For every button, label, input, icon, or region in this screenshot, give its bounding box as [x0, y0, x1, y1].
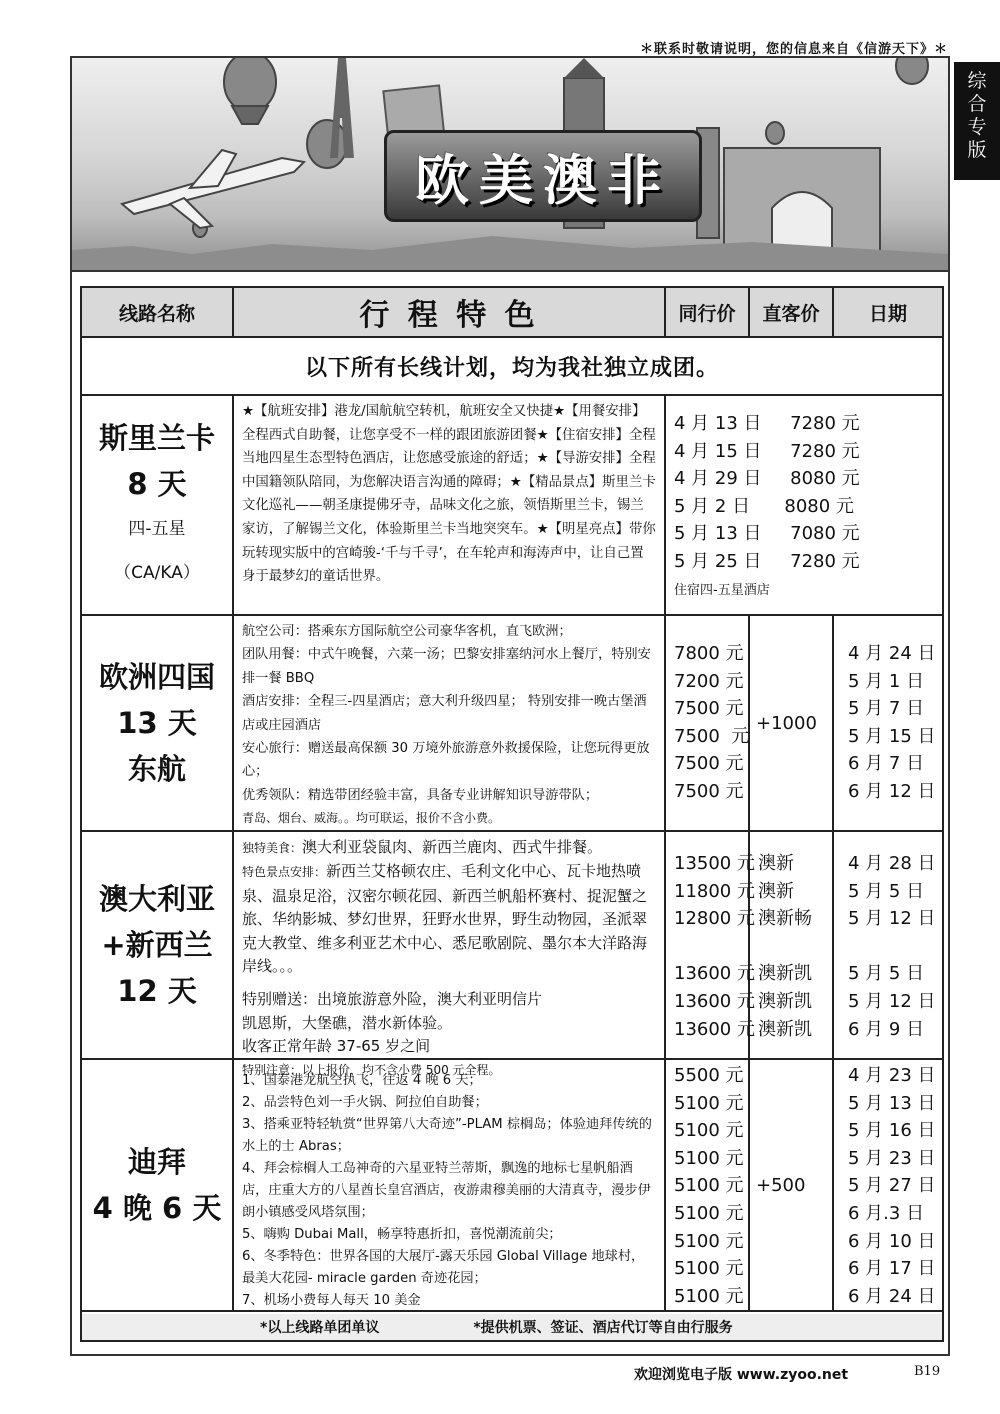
- date-list: [834, 616, 942, 806]
- schedule-item: 5 月 2 日 8080 元: [674, 495, 854, 517]
- description-line: 凯恩斯，大堡礁，潜水新体验。: [242, 1013, 453, 1032]
- description-lead: 独特美食：: [242, 841, 303, 855]
- description-line: 收客正常年龄 37-65 岁之间: [242, 1037, 431, 1056]
- description-line: [242, 836, 656, 860]
- peer-price-list: [666, 616, 748, 806]
- peer-price: 5100 元: [674, 1230, 744, 1252]
- departure-date: 6 月 12 日: [848, 780, 936, 802]
- peer-price: 5100 元: [674, 1285, 744, 1307]
- direct-price: 澳新凯: [758, 963, 812, 985]
- peer-price: 7200 元: [674, 670, 744, 692]
- route-airline: （CA/KA）: [114, 563, 200, 583]
- website-link[interactable]: 欢迎浏览电子版 www.zyoo.net: [634, 1367, 849, 1383]
- direct-price: 澳新: [758, 853, 794, 874]
- route-row-europe: [82, 616, 942, 832]
- route-duration: 13 天: [117, 706, 197, 740]
- peer-price: 5100 元: [674, 1175, 744, 1197]
- route-description: ★【航班安排】港龙/国航航空转机，航班安全又快捷★【用餐安排】全程西式自助餐，让您享受不一样的跟团旅游团餐★【住宿安排】全程当地四星生态型特色酒店，让您感受旅途的舒适；★【导游安排】全程中国籍领队陪同，为您解决语言沟通的障碍；★【精品景点】斯里兰卡文化巡礼——朝圣康提佛牙寺，品味文化之旅，领悟斯里兰卡，锡兰家访，了解锡兰文化，体验斯里兰卡当地突突车。★【明星亮点】带你玩转现实版中的宫崎骏-‘千与千寻’，在车轮声和海涛声中，让自己置身于最梦幻的童话世界。: [234, 396, 666, 614]
- direct-price: +500: [756, 1174, 806, 1196]
- independent-tour-notice: 以下所有长线计划，均为我社独立成团。: [82, 338, 942, 396]
- direct-price: [758, 933, 832, 961]
- section-tab-char: 综: [967, 70, 987, 92]
- banner-title-box: [384, 130, 702, 222]
- header-feature: 行 程 特 色: [234, 288, 666, 336]
- description-line: [242, 860, 656, 978]
- direct-price: 澳新凯: [758, 990, 812, 1012]
- departure-date: 4 月 23 日: [848, 1065, 936, 1086]
- date-list: [834, 1060, 942, 1310]
- peer-price: 7500 元: [674, 725, 750, 747]
- schedule-list: [666, 396, 942, 606]
- departure-date: 6 月 7 日: [848, 753, 925, 775]
- peer-price-cell: [666, 832, 755, 1058]
- peer-price: 12800 元: [674, 908, 755, 930]
- itinerary-table: [80, 286, 944, 1342]
- peer-price-list: [666, 832, 755, 1043]
- description-line: 3、搭乘亚特轻轨赏“世界第八大奇迹”-PLAM 棕榈岛；体验迪拜传统的水上的士 Abras；: [242, 1117, 652, 1154]
- peer-price: 13600 元: [674, 1018, 755, 1040]
- description-line: 特别赠送：出境旅游意外险，澳大利亚明信片: [242, 990, 543, 1009]
- footer-services-note: *提供机票、签证、酒店代订等自由行服务: [473, 1320, 733, 1336]
- route-duration: 12 天: [117, 974, 197, 1008]
- header-direct-price: 直客价: [750, 288, 834, 336]
- departure-date: [848, 933, 942, 961]
- direct-price: 澳新: [758, 880, 794, 902]
- schedule-item: 4 月 15 日 7280 元: [674, 440, 860, 462]
- table-header: [82, 288, 942, 338]
- route-row-dubai: [82, 1060, 942, 1312]
- departure-date: 5 月 5 日: [848, 963, 925, 985]
- route-description: [234, 616, 666, 830]
- description-line: 7、机场小费每人每天 10 美金: [242, 1293, 421, 1308]
- date-cell: [834, 616, 942, 830]
- description-line: 航空公司：搭乘东方国际航空公司豪华客机，直飞欧洲；: [242, 624, 572, 639]
- route-airline: 东航: [127, 752, 186, 786]
- hotel-note: 住宿四-五星酒店: [674, 582, 770, 598]
- peer-price: 5100 元: [674, 1120, 744, 1142]
- peer-price: 7800 元: [674, 643, 744, 664]
- description-line: 特别注意：以上报价，均不含小费 500 元全程。: [242, 1062, 501, 1077]
- peer-price-list: [666, 1060, 748, 1310]
- description-text: 澳大利亚袋鼠肉、新西兰鹿肉、西式牛排餐。: [302, 838, 603, 856]
- route-duration: 8 天: [127, 467, 187, 501]
- section-tab-char: 专: [967, 116, 987, 138]
- banner-title: 欧美澳非: [415, 148, 671, 212]
- header-route-name: 线路名称: [82, 288, 234, 336]
- schedule-item: 5 月 25 日 7280 元: [674, 550, 860, 572]
- description-line: 团队用餐：中式午晚餐，六菜一汤；巴黎安排塞纳河水上餐厅，特别安排一餐 BBQ: [242, 647, 651, 686]
- peer-price: 7500 元: [674, 753, 744, 775]
- peer-price: [674, 933, 748, 961]
- departure-date: 6 月 10 日: [848, 1230, 936, 1252]
- direct-price-cell: [750, 616, 834, 830]
- route-duration: 4 晚 6 天: [92, 1191, 222, 1225]
- departure-date: 5 月 13 日: [848, 1092, 936, 1114]
- peer-price: 5100 元: [674, 1092, 744, 1114]
- peer-price-cell: [666, 616, 750, 830]
- direct-price: 澳新畅: [758, 908, 812, 930]
- departure-date: 5 月 27 日: [848, 1175, 936, 1197]
- section-tab-char: 合: [967, 93, 987, 115]
- description-lead: 特色景点安排：: [242, 865, 327, 880]
- route-name: 斯里兰卡: [98, 421, 215, 455]
- peer-price: 5100 元: [674, 1147, 744, 1169]
- departure-date: 5 月 15 日: [848, 725, 936, 747]
- route-name: 迪拜: [127, 1145, 186, 1179]
- section-tab-char: 版: [967, 139, 987, 161]
- route-name: 欧洲四国: [98, 660, 215, 694]
- peer-price: 13600 元: [674, 990, 755, 1012]
- route-name: 澳大利亚: [98, 882, 215, 916]
- peer-price-cell: [666, 1060, 750, 1310]
- section-tab: [954, 62, 1000, 180]
- direct-price: 澳新凯: [758, 1018, 812, 1040]
- route-description: [234, 832, 666, 1077]
- schedule-item: 5 月 13 日 7080 元: [674, 523, 860, 545]
- page-number: B19: [914, 1364, 941, 1379]
- departure-date: 5 月 23 日: [848, 1147, 936, 1169]
- departure-date: 6 月 17 日: [848, 1258, 936, 1280]
- date-cell: [834, 1060, 942, 1310]
- route-name-cell: [82, 1060, 234, 1310]
- description-line: 青岛、烟台、威海。。均可联运，报价不含小费。: [242, 811, 501, 826]
- peer-price: 13600 元: [674, 963, 755, 985]
- peer-price: 11800 元: [674, 880, 755, 902]
- departure-date: 6 月.3 日: [848, 1202, 925, 1224]
- description-text: 新西兰艾格顿农庄、毛利文化中心、瓦卡地热喷泉、温泉足浴，汉密尔顿花园、新西兰帆船杯赛村、捉泥蟹之旅、华纳影城、梦幻世界，狂野水世界，野生动物园，圣派翠克大教堂、维多利亚艺术中心、悉尼歌剧院、墨尔本大洋路海岸线。。。: [242, 862, 648, 976]
- date-list: [834, 832, 942, 1043]
- description-line: 酒店安排：全程三-四星酒店；意大利升级四星； 特别安排一晚古堡酒店或庄园酒店: [242, 694, 647, 733]
- description-line: 2、品尝特色刘一手火锅、阿拉伯自助餐；: [242, 1095, 488, 1110]
- date-cell: [834, 832, 942, 1058]
- peer-price: 5100 元: [674, 1258, 744, 1280]
- route-name-cell: [82, 396, 234, 614]
- departure-date: 5 月 5 日: [848, 880, 925, 902]
- peer-price: 13500 元: [674, 853, 755, 874]
- departure-date: 5 月 1 日: [848, 670, 925, 692]
- departure-date: 5 月 12 日: [848, 908, 936, 930]
- peer-price: 7500 元: [674, 780, 744, 802]
- peer-price: 5500 元: [674, 1065, 744, 1086]
- route-hotel-grade: 四-五星: [128, 519, 186, 539]
- banner: [72, 58, 948, 272]
- schedule-item: 4 月 13 日 7280 元: [674, 413, 860, 434]
- direct-price: +1000: [756, 712, 817, 734]
- departure-date: 5 月 16 日: [848, 1120, 936, 1142]
- description-line: 1、国泰港龙航空执飞，往返 4 晚 6 天；: [242, 1073, 482, 1088]
- route-description: [234, 1060, 666, 1310]
- route-name-cell: [82, 832, 234, 1058]
- departure-date: 6 月 24 日: [848, 1285, 936, 1307]
- direct-price-cell: [750, 1060, 834, 1310]
- description-line: 4、拜会棕榈人工岛神奇的六星亚特兰蒂斯，飘逸的地标七星帆船酒店，庄重大方的八星酋长皇宫酒店，夜游肃穆美丽的大清真寺，漫步伊朗小镇感受风塔氛围；: [242, 1161, 651, 1220]
- peer-price: 7500 元: [674, 698, 744, 720]
- route-name-extra: +新西兰: [101, 928, 213, 962]
- departure-date: 6 月 9 日: [848, 1018, 925, 1040]
- route-row-sri-lanka: [82, 396, 942, 616]
- peer-price: 5100 元: [674, 1202, 744, 1224]
- description-line: 安心旅行：赠送最高保额 30 万境外旅游意外救援保险，让您玩得更放心；: [242, 741, 650, 780]
- direct-price-list: [750, 832, 832, 1043]
- departure-date: 5 月 7 日: [848, 698, 925, 720]
- table-footer: [82, 1314, 942, 1340]
- header-peer-price: 同行价: [666, 288, 750, 336]
- departure-date: 5 月 12 日: [848, 990, 936, 1012]
- departure-date: 4 月 28 日: [848, 853, 936, 874]
- route-name-cell: [82, 616, 234, 830]
- header-date: 日期: [868, 302, 907, 325]
- schedule-item: 4 月 29 日 8080 元: [674, 468, 860, 490]
- description-line: 6、冬季特色：世界各国的大展厅-露天乐园 Global Village 地球村，最美大花园- miracle garden 奇迹花园；: [242, 1249, 645, 1286]
- description-line: 优秀领队：精选带团经验丰富，具备专业讲解知识导游带队；: [242, 787, 599, 803]
- info-source-note: ＊联系时敬请说明，您的信息来自《信游天下》＊: [639, 42, 948, 57]
- departure-date: 4 月 24 日: [848, 643, 936, 664]
- direct-price-cell: [750, 832, 834, 1058]
- schedule-cell: [666, 396, 942, 614]
- footer-single-group-note: *以上线路单团单议: [260, 1320, 380, 1336]
- description-line: 5、嗨购 Dubai Mall，畅享特惠折扣，喜悦潮流前尖；: [242, 1227, 562, 1242]
